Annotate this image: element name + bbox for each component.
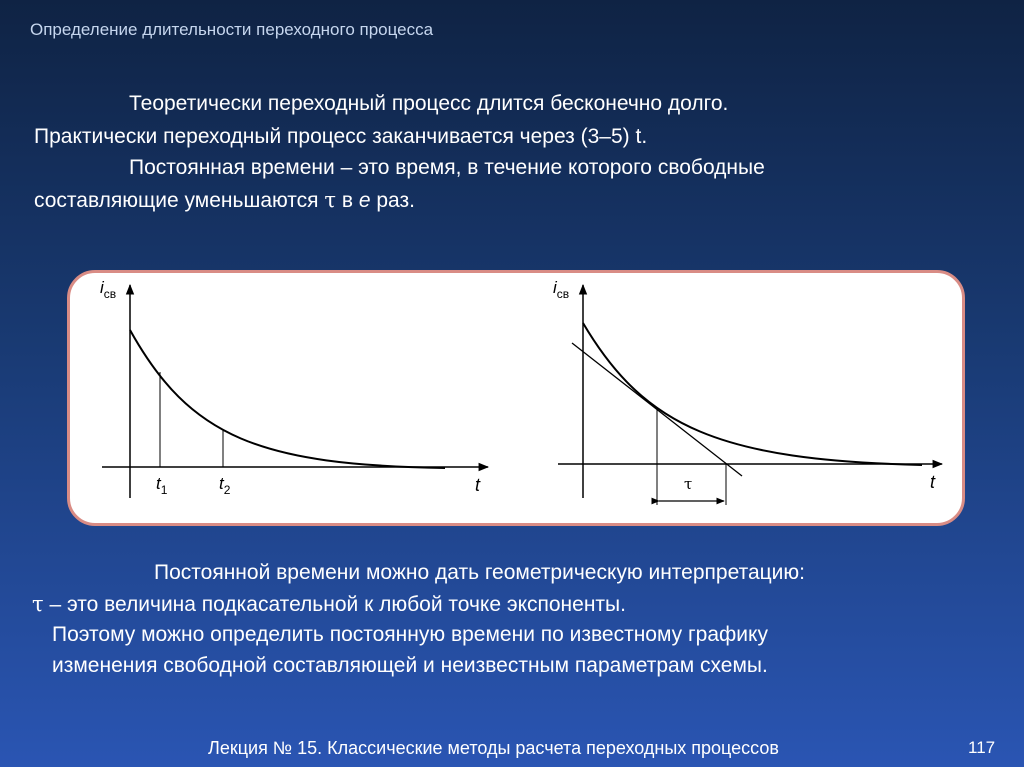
intro-line-4-text-a: составляющие уменьшаются (34, 189, 319, 212)
right-y-label: $i_{св}$ (553, 278, 570, 301)
outro-line-2 (32, 592, 626, 617)
intro-line-4-text-c: раз. (370, 189, 415, 212)
intro-line-1: Теоретически переходный процесс длится бесконечно долго. (129, 92, 729, 115)
figure-panel (67, 270, 965, 526)
outro-line-3: Поэтому можно определить постоянную времени по известному графику (52, 623, 768, 646)
left-y-label: $i_{св}$ (100, 278, 117, 301)
left-t1-label: $t_1$ (156, 474, 168, 497)
right-exponential-curve (583, 323, 922, 465)
figure-svg (70, 273, 962, 523)
intro-line-2: Практически переходный процесс заканчивается через (3–5) t. (34, 125, 648, 148)
left-x-label: t (475, 475, 481, 495)
intro-line-4 (34, 188, 415, 213)
page-number: 117 (968, 738, 996, 757)
left-t2-label: $t_2$ (219, 474, 231, 497)
right-tau-label: τ (684, 475, 693, 493)
outro-line-2-text: – это величина подкасательной к любой точке экспоненты. (43, 593, 626, 616)
footer-lecture-title: Лекция № 15. Классические методы расчета переходных процессов (208, 738, 779, 758)
slide-title: Определение длительности переходного процесса (30, 20, 434, 39)
outro-line-1: Постоянной времени можно дать геометрическую интерпретацию: (154, 561, 805, 584)
outro-line-4: изменения свободной составляющей и неизвестным параметрам схемы. (52, 654, 768, 677)
intro-line-3: Постоянная времени – это время, в течение которого свободные (129, 156, 765, 179)
left-exponential-curve (130, 330, 445, 468)
e-symbol: e (358, 189, 371, 212)
intro-line-4-text-b: в (336, 189, 359, 212)
right-x-label: t (930, 472, 936, 492)
outro-tau-symbol: τ (32, 592, 44, 616)
tau-symbol: τ (324, 188, 337, 212)
